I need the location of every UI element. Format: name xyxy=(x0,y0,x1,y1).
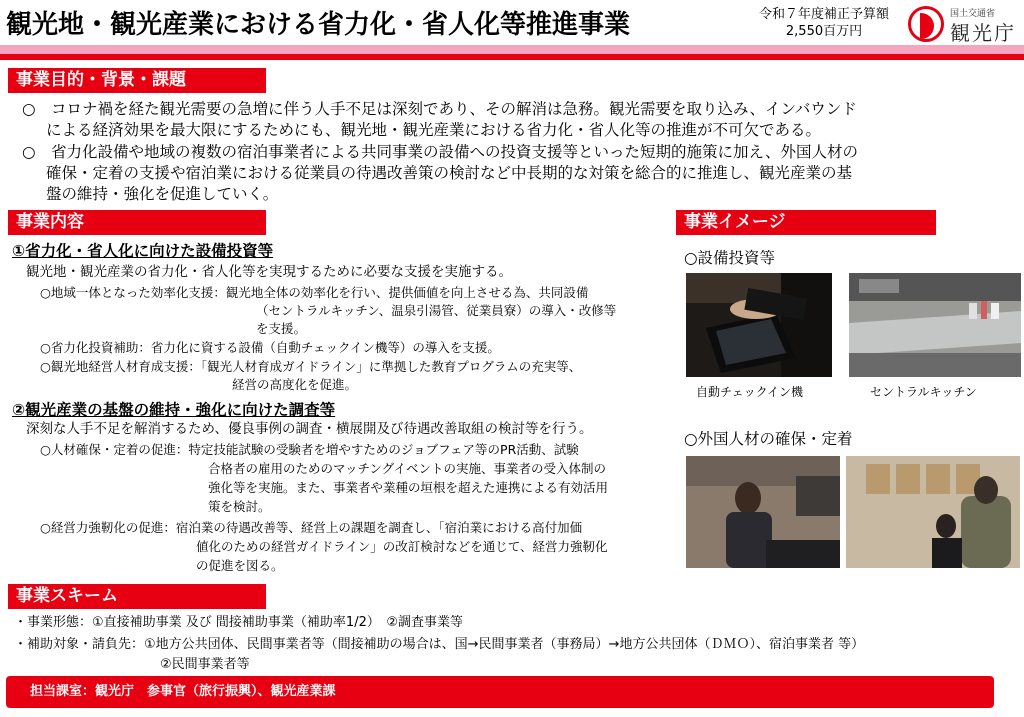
section2-item2-line2: 値化のための経営ガイドライン」の改訂検討などを通じて、経営力強靭化 xyxy=(196,539,608,554)
section1-item1-line1: ○地域一体となった効率化支援：観光地全体の効率化を行い、提供価値を向上させる為、共同設備 xyxy=(40,285,589,300)
central-kitchen-photo xyxy=(849,273,1021,377)
section2-item1-line1: ○人材確保・定着の促進：特定技能試験の受験者を増やすためのジョブフェア等のPR活動、試験 xyxy=(40,442,579,457)
caption-kitchen: セントラルキッチン xyxy=(870,385,977,399)
section1-intro: 観光地・観光産業の省力化・省人化等を実現するために必要な支援を実施する。 xyxy=(26,264,512,280)
purpose-p2-line2: 確保・定着の支援や宿泊業における従業員の待遇改善策の検討など中長期的な対策を総合的に推進し、観光産業の基 xyxy=(46,164,853,182)
section2-item1-line2: 合格者の雇用のためのマッチングイベントの実施、事業者の受入体制の xyxy=(208,461,607,476)
section2-intro: 深刻な人手不足を解消するため、優良事例の調査・横展開及び待遇改善取組の検討等を行う。 xyxy=(26,421,593,437)
budget-amount: 2,550百万円 xyxy=(785,24,863,39)
scheme-line1: ・事業形態：①直接補助事業 及び 間接補助事業（補助率1/2） ②調査事業等 xyxy=(14,615,463,630)
section2-item1-line4: 策を検討。 xyxy=(208,499,271,514)
foreign-staff-photo xyxy=(686,456,840,568)
section1-item3-line2: 経営の高度化を促進。 xyxy=(232,377,358,392)
section1-item1-line3: を支援。 xyxy=(256,321,307,336)
section1-item3-line1: ○観光地経営人材育成支援：「観光人材育成ガイドライン」に準拠した教育プログラムの充実等、 xyxy=(40,359,582,374)
agency-logo xyxy=(908,4,1018,44)
image-heading: 事業イメージ xyxy=(676,210,936,235)
budget-label: 令和７年度補正予算額 xyxy=(758,7,889,22)
purpose-heading: 事業目的・背景・課題 xyxy=(8,68,266,93)
section1-title: ①省力化・省人化に向けた設備投資等 xyxy=(12,242,274,260)
section2-item2-line3: の促進を図る。 xyxy=(196,558,284,573)
section2-title: ②観光産業の基盤の維持・強化に向けた調査等 xyxy=(12,401,336,419)
logo-ministry-text: 国土交通省 xyxy=(950,9,996,19)
image-group1-title: ○設備投資等 xyxy=(684,249,776,267)
purpose-p1-line2: による経済効果を最大限にするためにも、観光地・観光産業における省力化・省人化等の推進が不可欠である。 xyxy=(46,121,822,139)
logo-agency-text: 観光庁 xyxy=(950,21,1016,45)
caption-checkin: 自動チェックイン機 xyxy=(696,385,804,399)
logo-mark-icon xyxy=(908,6,944,42)
purpose-p2-line1: ○ 省力化設備や地域の複数の宿泊事業者による共同事業の設備への投資支援等といった短期的施策に加え、外国人材の xyxy=(22,143,858,161)
scheme-heading: 事業スキーム xyxy=(8,584,266,609)
purpose-p1-line1: ○ コロナ禍を経た観光需要の急増に伴う人手不足は深刻であり、その解消は急務。観光需要を取り込み、インバウンド xyxy=(22,100,857,118)
responsible-office-bar: 担当課室：観光庁 参事官（旅行振興）、観光産業課 xyxy=(6,676,994,708)
image-group2-title: ○外国人材の確保・定着 xyxy=(684,430,853,448)
section2-item2-line1: ○経営力強靭化の促進：宿泊業の待遇改善等、経営上の課題を調査し、「宿泊業における高付加価 xyxy=(40,520,583,535)
scheme-line3: ②民間事業者等 xyxy=(160,657,250,672)
page-title: 観光地・観光産業における省力化・省人化等推進事業 xyxy=(6,10,631,40)
header-red-band xyxy=(0,54,1024,60)
purpose-p2-line3: 盤の維持・強化を促進していく。 xyxy=(46,185,279,203)
scheme-line2: ・補助対象・請負先：①地方公共団体、民間事業者等（間接補助の場合は、国→民間事業者（事務局）→地方公共団体（ＤＭＯ）、宿泊事業者 等） xyxy=(14,637,865,652)
section1-item1-line2: （セントラルキッチン、温泉引湯管、従業員寮）の導入・改修等 xyxy=(256,303,617,318)
budget-box xyxy=(754,6,894,40)
checkin-machine-photo xyxy=(686,273,832,377)
section2-item1-line3: 強化等を実施。また、事業者や業種の垣根を超えた連携による有効活用 xyxy=(208,480,609,495)
section1-item2: ○省力化投資補助：省力化に資する設備（自動チェックイン機等）の導入を支援。 xyxy=(40,340,500,355)
content-heading: 事業内容 xyxy=(8,210,266,235)
hiring-interview-photo xyxy=(846,456,1020,568)
header-pink-band xyxy=(0,45,1024,54)
